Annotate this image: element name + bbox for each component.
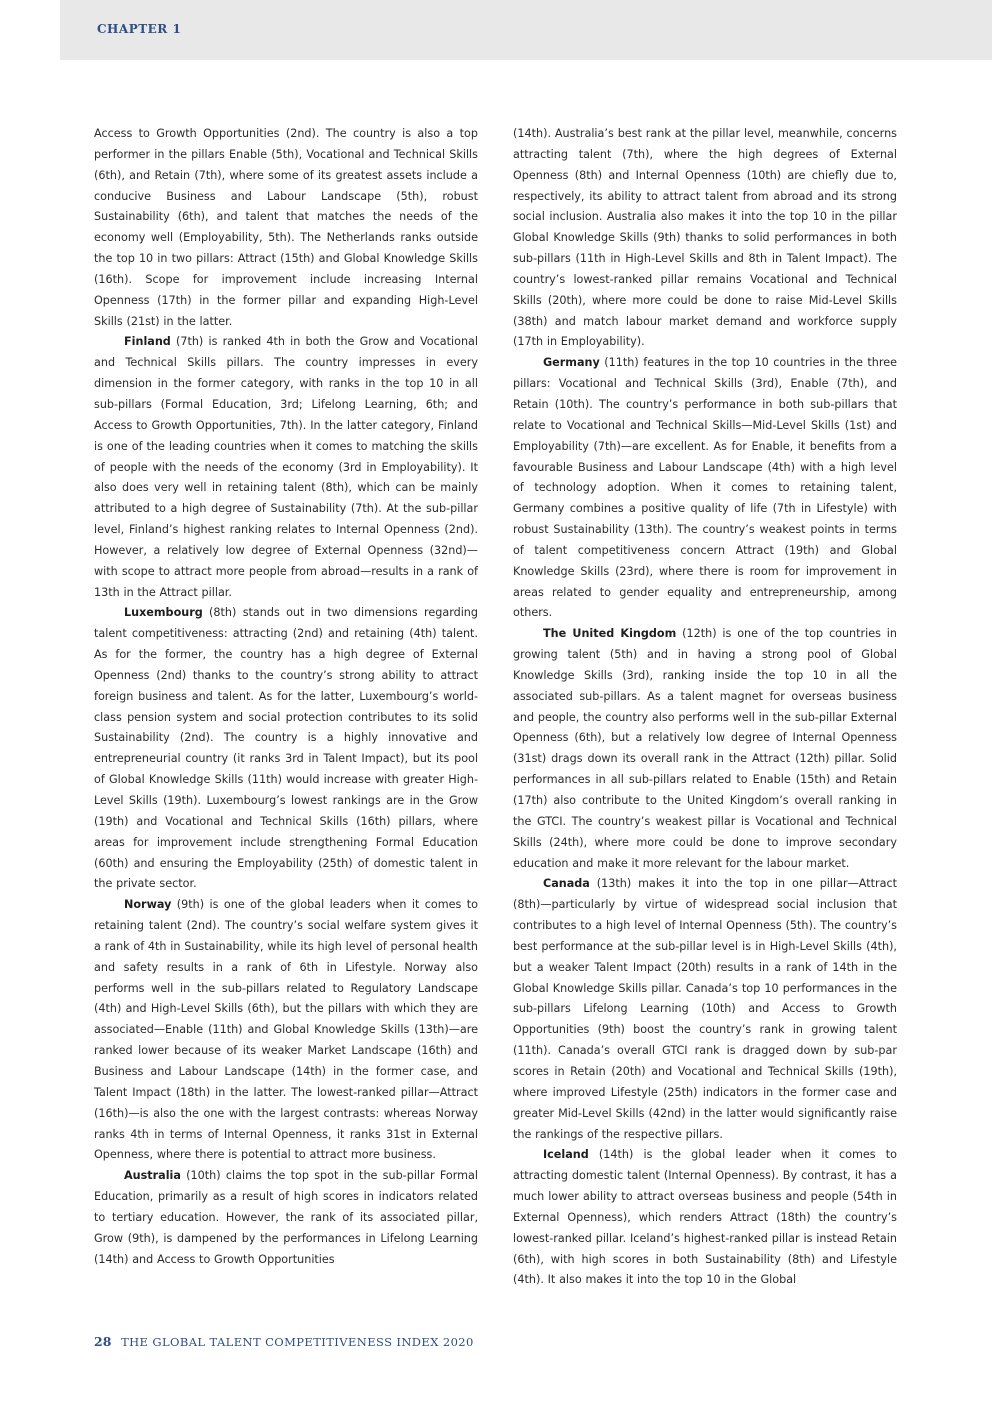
paragraph-norway: Norway (9th) is one of the global leaders when it comes to retaining talent (2nd). The country’s social welfare system gives it a rank of 4th in Sustainability, while its high level of personal health and safety results in a rank of 6th in Lifestyle. Norway also performs well in the sub-pillars related to Regulatory Landscape (4th) and High-Level Skills (6th), but the pillars with which they are associated—Enable (11th) and Global Knowledge Skills (13th)—are ranked lower because of its weaker Market Landscape (16th) and Business and Labour Landscape (14th) in the former case, and Talent Impact (18th) in the latter. The lowest-ranked pillar—Attract (16th)—is also the one with the largest contrasts: whereas Norway ranks 4th in terms of Internal Openness, it ranks 31st in External Openness, where there is potential to attract more business.: [94, 898, 479, 1162]
publication-title: THE GLOBAL TALENT COMPETITIVENESS INDEX 2020: [121, 1335, 474, 1349]
right-text-column: [513, 124, 897, 1291]
paragraph-united-kingdom: The United Kingdom (12th) is one of the top countries in growing talent (5th) and in having a strong pool of Global Knowledge Skills (3rd), ranking inside the top 10 in all the associated sub-pillars. As a talent magnet for overseas business and people, the country also performs well in the sub-pillar External Openness (6th), but a relatively low degree of Internal Openness (31st) drags down its overall rank in the Attract (12th) pillar. Solid performances in all sub-pillars related to Enable (15th) and Retain (17th) also contribute to the United Kingdom’s overall ranking in the GTCI. The country’s weakest pillar is Vocational and Technical Skills (24th), where more could be done to improve secondary education and make it more relevant for the labour market.: [513, 627, 898, 870]
paragraph-netherlands-continued: Access to Growth Opportunities (2nd). The country is also a top performer in the pillars Enable (5th), Vocational and Technical Skills (6th), and Retain (7th), where some of its greatest assets include a conducive Business and Labour Landscape (5th), robust Sustainability (6th), and talent that matches the needs of the economy well (Employability, 5th). The Netherlands ranks outside the top 10 in two pillars: Attract (15th) and Global Knowledge Skills (16th). Scope for improvement include increasing Internal Openness (17th) in the former pillar and expanding High-Level Skills (21st) in the latter.: [94, 127, 478, 328]
paragraph-australia: Australia (10th) claims the top spot in the sub-pillar Formal Education, primarily as a result of high scores in indicators related to tertiary education. However, the rank of its associated pillar, Grow (9th), is dampened by the performances in Lifelong Learning (14th) and Access to Growth Opportunities: [94, 1169, 478, 1266]
country-name-finland: Finland: [124, 335, 171, 349]
country-name-united-kingdom: The United Kingdom: [543, 627, 677, 641]
paragraph-iceland: Iceland (14th) is the global leader when it comes to attracting domestic talent (Internal Openness). By contrast, it has a much lower ability to attract overseas business and people (54th in External Openness), which renders Attract (18th) the country’s lowest-ranked pillar. Iceland’s highest-ranked pillar is instead Retain (6th), with high scores in both Sustainability (8th) and Lifestyle (4th). It also makes it into the top 10 in the Global: [513, 1148, 897, 1287]
country-name-iceland: Iceland: [543, 1148, 589, 1162]
page-number: 28: [94, 1334, 112, 1349]
page-footer: [94, 1334, 474, 1349]
paragraph-australia-continued: (14th). Australia’s best rank at the pillar level, meanwhile, concerns attracting talent (7th), where the high degrees of External Openness (8th) and Internal Openness (10th) are chiefly due to, respectively, its ability to attract talent from abroad and its strong social inclusion. Australia also makes it into the top 10 in the pillar Global Knowledge Skills (9th) thanks to solid performances in both sub-pillars (11th in High-Level Skills and 8th in Talent Impact). The country’s lowest-ranked pillar remains Vocational and Technical Skills (20th), where more could be done to raise Mid-Level Skills (38th) and match labour market demand and workforce supply (17th in Employability).: [513, 127, 897, 349]
paragraph-germany: Germany (11th) features in the top 10 countries in the three pillars: Vocational and Technical Skills (3rd), Enable (7th), and Retain (10th). The country’s performance in both sub-pillars that relate to Vocational and Technical Skills—Mid-Level Skills (1st) and Employability (7th)—are excellent. As for Enable, it benefits from a favourable Business and Labour Landscape (4th) with a high level of technology adoption. When it comes to retaining talent, Germany combines a positive quality of life (7th in Lifestyle) with robust Sustainability (13th). The country’s weakest points in terms of talent competitiveness concern Attract (19th) and Global Knowledge Skills (23rd), where there is room for improvement in areas related to gender equality and entrepreneurship, among others.: [513, 356, 897, 620]
country-name-luxembourg: Luxembourg: [124, 606, 203, 620]
left-text-column: [94, 124, 478, 1270]
paragraph-finland: Finland (7th) is ranked 4th in both the Grow and Vocational and Technical Skills pillars. The country impresses in every dimension in the former category, with ranks in the top 10 in all sub-pillars (Formal Education, 3rd; Lifelong Learning, 6th; and Access to Growth Opportunities, 7th). In the latter category, Finland is one of the leading countries when it comes to matching the skills of people with the needs of the economy (3rd in Employability). It also does very well in retaining talent (8th), which can be mainly attributed to a high degree of Sustainability (7th). At the sub-pillar level, Finland’s highest ranking relates to Internal Openness (2nd). However, a relatively low degree of External Openness (32nd)—with scope to attract more people from abroad—results in a rank of 13th in the Attract pillar.: [94, 335, 478, 599]
country-name-norway: Norway: [124, 898, 172, 912]
paragraph-canada: Canada (13th) makes it into the top in one pillar—Attract (8th)—particularly by virtue of widespread social inclusion that contributes to a high level of Internal Openness (5th). The country’s best performance at the sub-pillar level is in High-Level Skills (4th), but a weaker Talent Impact (20th) results in a rank of 14th in the Global Knowledge Skills pillar. Canada’s top 10 performances in the sub-pillars Lifelong Learning (10th) and Access to Growth Opportunities (9th) boost the country’s rank in growing talent (11th). Canada’s overall GTCI rank is dragged down by sub-par scores in Retain (20th) and Vocational and Technical Skills (19th), where improved Lifestyle (25th) indicators in the former case and greater Mid-Level Skills (42nd) in the latter would significantly raise the rankings of the respective pillars.: [513, 877, 897, 1141]
paragraph-luxembourg: Luxembourg (8th) stands out in two dimensions regarding talent competitiveness: attracting (2nd) and retaining (4th) talent. As for the former, the country has a high degree of External Openness (2nd) thanks to the country’s strong ability to attract foreign business and talent. As for the latter, Luxembourg’s world-class pension system and social protection contributes to its solid Sustainability (2nd). The country is a highly innovative and entrepreneurial country (it ranks 3rd in Talent Impact), but its pool of Global Knowledge Skills (11th) would increase with greater High-Level Skills (19th). Luxembourg’s lowest rankings are in the Grow (19th) and Vocational and Technical Skills (16th) pillars, where areas for improvement include strengthening Formal Education (60th) and ensuring the Employability (25th) of domestic talent in the private sector.: [94, 606, 478, 891]
country-name-australia: Australia: [124, 1169, 181, 1183]
country-name-canada: Canada: [543, 877, 590, 891]
country-name-germany: Germany: [543, 356, 600, 370]
chapter-header-band: [60, 0, 992, 60]
chapter-label: CHAPTER 1: [97, 22, 182, 36]
